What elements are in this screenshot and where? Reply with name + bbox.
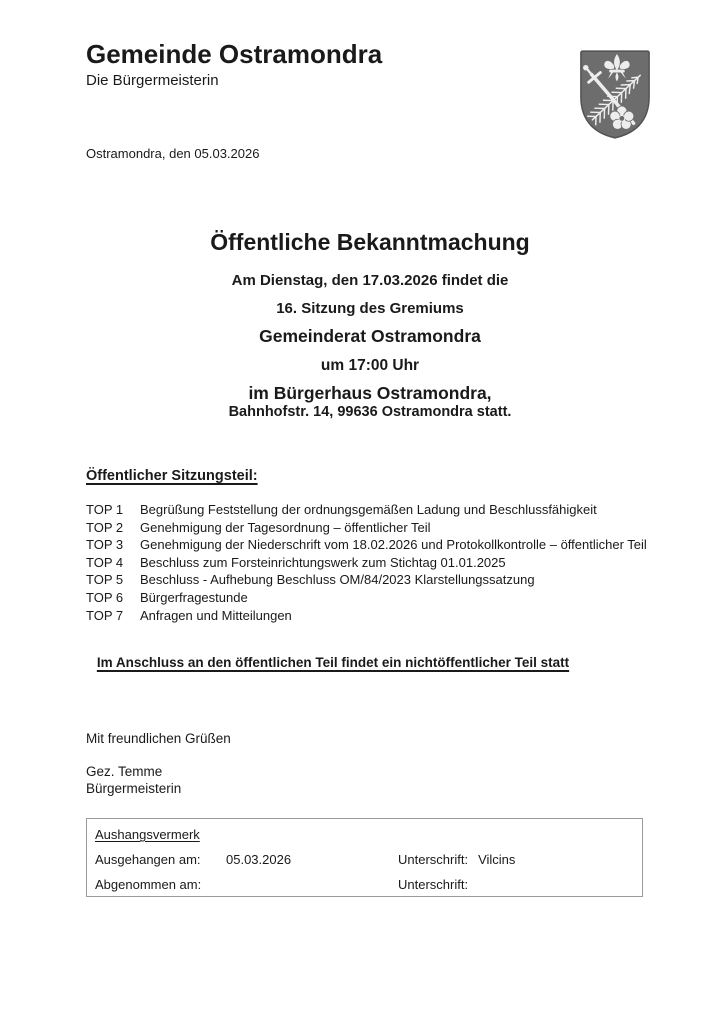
removed-on-value <box>226 878 398 892</box>
announcement-time-line: um 17:00 Uhr <box>320 357 420 374</box>
agenda-item <box>86 519 706 537</box>
agenda-section-heading: Öffentlicher Sitzungsteil: <box>86 468 258 484</box>
agenda-item-text: Begrüßung Feststellung der ordnungsgemäßen Ladung und Beschlussfähigkeit <box>140 502 597 517</box>
removed-signature-cell <box>398 878 642 892</box>
document-title: Öffentliche Bekanntmachung <box>210 229 530 255</box>
agenda-item <box>86 501 706 519</box>
posted-signature-cell <box>398 853 642 867</box>
signer-name: Gez. Temme <box>86 764 163 779</box>
announcement-address-line: Bahnhofstr. 14, 99636 Ostramondra statt. <box>228 404 512 420</box>
place-and-date-line: Ostramondra, den 05.03.2026 <box>86 146 260 161</box>
announcement-venue-line: im Bürgerhaus Ostramondra, <box>248 383 492 403</box>
agenda-item-label: TOP 3 <box>86 537 124 553</box>
agenda-item-text: Beschluss - Aufhebung Beschluss OM/84/2023 Klarstellungssatzung <box>140 572 535 588</box>
posting-box-heading: Aushangsvermerk <box>95 827 200 842</box>
agenda-item-text: Beschluss zum Forsteinrichtungswerk zum Stichtag 01.01.2025 <box>140 554 506 570</box>
agenda-item <box>86 554 706 572</box>
non-public-session-note: Im Anschluss an den öffentlichen Teil findet ein nichtöffentlicher Teil statt <box>96 655 570 670</box>
signer-role: Bürgermeisterin <box>86 781 182 796</box>
agenda-item-label: TOP 4 <box>86 554 124 570</box>
agenda-item-label: TOP 5 <box>86 572 124 588</box>
agenda-item-text: Genehmigung der Niederschrift vom 18.02.2026 und Protokollkontrolle – öffentlicher Teil <box>140 537 647 553</box>
agenda-item-text: Anfragen und Mitteilungen <box>140 607 292 623</box>
agenda-item-label: TOP 7 <box>86 607 124 623</box>
signature-label: Unterschrift: <box>398 877 469 892</box>
coat-of-arms-icon <box>576 48 654 140</box>
agenda-item-label: TOP 1 <box>86 502 124 517</box>
posted-on-value: 05.03.2026 <box>226 852 292 867</box>
agenda-item-label: TOP 6 <box>86 589 124 605</box>
posted-on-label: Ausgehangen am: <box>95 852 201 867</box>
agenda-list <box>86 501 706 624</box>
agenda-item <box>86 607 706 625</box>
removed-on-label: Abgenommen am: <box>95 877 202 892</box>
agenda-item <box>86 571 706 589</box>
announcement-committee-line: Gemeinderat Ostramondra <box>259 326 481 346</box>
announcement-date-line: Am Dienstag, den 17.03.2026 findet die <box>231 272 509 289</box>
municipality-name: Gemeinde Ostramondra <box>86 39 383 69</box>
agenda-item <box>86 589 706 607</box>
posting-row-posted <box>95 853 642 867</box>
signature-label: Unterschrift: <box>398 852 469 867</box>
announcement-session-line: 16. Sitzung des Gremiums <box>276 300 464 317</box>
posting-row-removed <box>95 878 642 892</box>
agenda-item <box>86 536 706 554</box>
posting-record-box <box>86 818 643 897</box>
agenda-item-label: TOP 2 <box>86 519 124 535</box>
agenda-item-text: Genehmigung der Tagesordnung – öffentlicher Teil <box>140 519 431 535</box>
agenda-item-text: Bürgerfragestunde <box>140 589 248 605</box>
municipality-subtitle: Die Bürgermeisterin <box>86 72 219 89</box>
closing-greeting: Mit freundlichen Grüßen <box>86 731 231 746</box>
signature-value: Vilcins <box>478 852 516 867</box>
